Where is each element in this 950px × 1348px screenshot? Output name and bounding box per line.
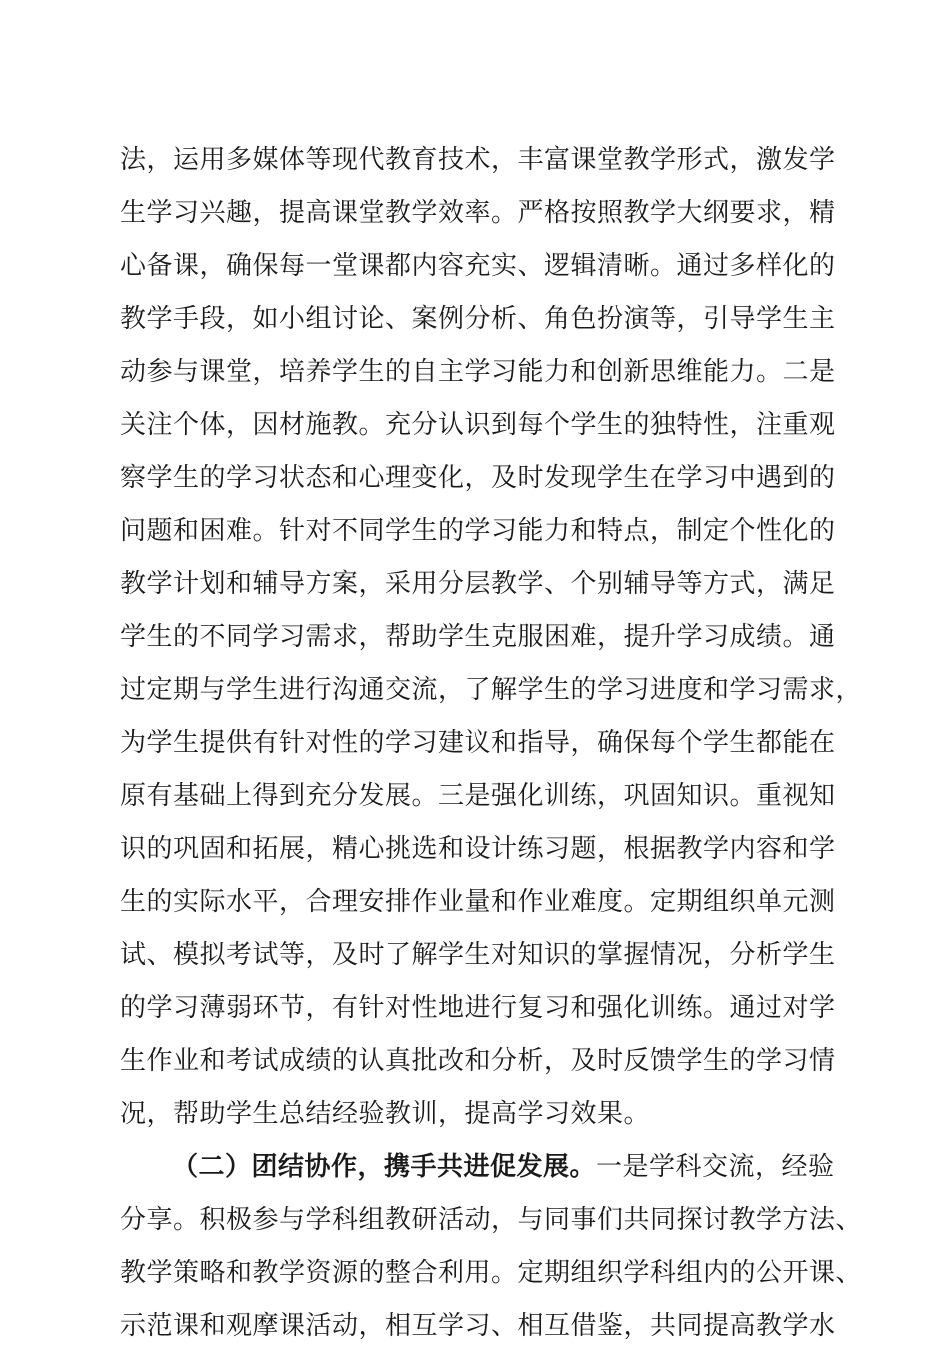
section-heading: （二）团结协作，携手共进促发展。: [172, 1152, 597, 1182]
text-line: 心备课，确保每一堂课都内容充实、逻辑清晰。通过多样化的: [120, 251, 836, 281]
text-line: 生学习兴趣，提高课堂教学效率。严格按照教学大纲要求，精: [120, 198, 836, 228]
text-line: 教学计划和辅导方案，采用分层教学、个别辅导等方式，满足: [120, 569, 836, 599]
text-line: 况，帮助学生总结经验教训，提高学习效果。: [120, 1099, 651, 1129]
text-line: 生作业和考试成绩的认真批改和分析，及时反馈学生的学习情: [120, 1046, 836, 1076]
text-line: 试、模拟考试等，及时了解学生对知识的掌握情况，分析学生: [120, 940, 836, 970]
text-line: 动参与课堂，培养学生的自主学习能力和创新思维能力。二是: [120, 357, 836, 387]
text-line: 示范课和观摩课活动，相互学习、相互借鉴，共同提高教学水: [120, 1311, 836, 1341]
section-heading-rest: 一是学科交流，经验: [596, 1152, 835, 1182]
text-line: 察学生的学习状态和心理变化，及时发现学生在学习中遇到的: [120, 463, 836, 493]
text-line: 教学手段，如小组讨论、案例分析、角色扮演等，引导学生主: [120, 304, 836, 334]
text-line: 法，运用多媒体等现代教育技术，丰富课堂教学形式，激发学: [120, 145, 836, 175]
text-line: 原有基础上得到充分发展。三是强化训练，巩固知识。重视知: [120, 781, 836, 811]
text-line: 的学习薄弱环节，有针对性地进行复习和强化训练。通过对学: [120, 993, 836, 1023]
text-line: 问题和困难。针对不同学生的学习能力和特点，制定个性化的: [120, 516, 836, 546]
text-line: 生的实际水平，合理安排作业量和作业难度。定期组织单元测: [120, 887, 836, 917]
text-line: 学生的不同学习需求，帮助学生克服困难，提升学习成绩。通: [120, 622, 836, 652]
text-line: 过定期与学生进行沟通交流，了解学生的学习进度和学习需求，: [120, 675, 863, 705]
text-line: 关注个体，因材施教。充分认识到每个学生的独特性，注重观: [120, 410, 836, 440]
section-heading-line: [172, 1145, 835, 1189]
text-line: 教学策略和教学资源的整合利用。定期组织学科组内的公开课、: [120, 1258, 863, 1288]
text-line: 分享。积极参与学科组教研活动，与同事们共同探讨教学方法、: [120, 1205, 863, 1235]
text-line: 识的巩固和拓展，精心挑选和设计练习题，根据教学内容和学: [120, 834, 836, 864]
text-line: 为学生提供有针对性的学习建议和指导，确保每个学生都能在: [120, 728, 836, 758]
